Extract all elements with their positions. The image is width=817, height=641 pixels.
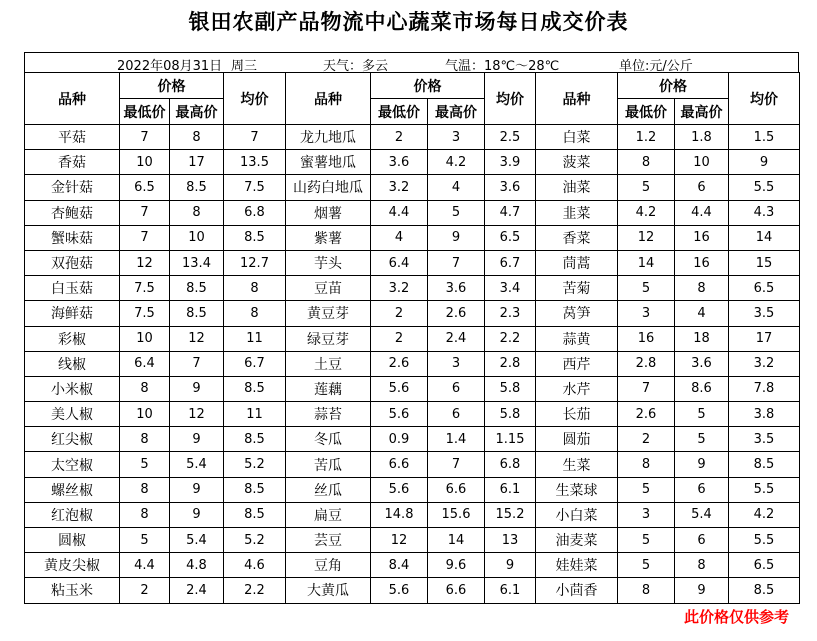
item-name: 圆椒 xyxy=(25,528,120,553)
avg-price: 5.2 xyxy=(224,452,286,477)
min-price: 4.4 xyxy=(120,553,170,578)
weekday-label: 周三 xyxy=(231,59,258,74)
date-label: 2022年08月31日 xyxy=(117,59,223,74)
min-price: 5 xyxy=(618,276,675,301)
item-name: 彩椒 xyxy=(25,326,120,351)
max-price: 3 xyxy=(428,125,485,150)
min-price: 4.2 xyxy=(618,200,675,225)
item-name: 小米椒 xyxy=(25,376,120,401)
min-price: 1.2 xyxy=(618,125,675,150)
min-price: 6.6 xyxy=(371,452,428,477)
min-price: 12 xyxy=(120,250,170,275)
avg-price: 3.4 xyxy=(485,276,536,301)
avg-price: 9 xyxy=(485,553,536,578)
item-name: 大黄瓜 xyxy=(286,578,371,603)
min-price: 2 xyxy=(120,578,170,603)
max-price: 7 xyxy=(170,351,224,376)
max-price: 14 xyxy=(428,528,485,553)
avg-price: 12.7 xyxy=(224,250,286,275)
max-price: 10 xyxy=(170,225,224,250)
max-price: 13.4 xyxy=(170,250,224,275)
min-price: 8 xyxy=(120,427,170,452)
min-price: 4.4 xyxy=(371,200,428,225)
min-price: 7 xyxy=(120,125,170,150)
min-price: 6.4 xyxy=(120,351,170,376)
item-name: 莲藕 xyxy=(286,376,371,401)
header-max-3: 最高价 xyxy=(675,99,729,125)
max-price: 6 xyxy=(428,376,485,401)
max-price: 9.6 xyxy=(428,553,485,578)
min-price: 3.2 xyxy=(371,175,428,200)
avg-price: 5.5 xyxy=(729,477,800,502)
avg-price: 6.1 xyxy=(485,477,536,502)
avg-price: 6.8 xyxy=(485,452,536,477)
avg-price: 3.5 xyxy=(729,301,800,326)
avg-price: 2.2 xyxy=(485,326,536,351)
max-price: 3 xyxy=(428,351,485,376)
avg-price: 3.6 xyxy=(485,175,536,200)
avg-price: 6.8 xyxy=(224,200,286,225)
item-name: 丝瓜 xyxy=(286,477,371,502)
item-name: 苦瓜 xyxy=(286,452,371,477)
table-row xyxy=(25,452,800,477)
item-name: 蜜薯地瓜 xyxy=(286,150,371,175)
item-name: 芸豆 xyxy=(286,528,371,553)
max-price: 4.4 xyxy=(675,200,729,225)
item-name: 莴笋 xyxy=(536,301,618,326)
temperature-label: 气温：18℃～28℃ xyxy=(445,59,560,74)
max-price: 4 xyxy=(675,301,729,326)
avg-price: 14 xyxy=(729,225,800,250)
item-name: 生菜球 xyxy=(536,477,618,502)
max-price: 10 xyxy=(675,150,729,175)
avg-price: 3.5 xyxy=(729,427,800,452)
max-price: 6 xyxy=(675,477,729,502)
max-price: 1.4 xyxy=(428,427,485,452)
max-price: 9 xyxy=(428,225,485,250)
avg-price: 15.2 xyxy=(485,502,536,527)
avg-price: 8.5 xyxy=(224,376,286,401)
avg-price: 8.5 xyxy=(224,477,286,502)
table-row xyxy=(25,477,800,502)
header-name-2: 品种 xyxy=(286,73,371,125)
avg-price: 1.15 xyxy=(485,427,536,452)
min-price: 7 xyxy=(120,225,170,250)
header-avg-1: 均价 xyxy=(224,73,286,125)
avg-price: 7 xyxy=(224,125,286,150)
table-row xyxy=(25,225,800,250)
avg-price: 5.8 xyxy=(485,376,536,401)
item-name: 太空椒 xyxy=(25,452,120,477)
item-name: 蟹味菇 xyxy=(25,225,120,250)
min-price: 8 xyxy=(618,150,675,175)
unit-label: 单位:元/公斤 xyxy=(619,59,693,74)
item-name: 红泡椒 xyxy=(25,502,120,527)
item-name: 杏鲍菇 xyxy=(25,200,120,225)
max-price: 16 xyxy=(675,250,729,275)
table-row xyxy=(25,376,800,401)
min-price: 5 xyxy=(618,528,675,553)
avg-price: 9 xyxy=(729,150,800,175)
avg-price: 11 xyxy=(224,402,286,427)
item-name: 圆茄 xyxy=(536,427,618,452)
item-name: 海鲜菇 xyxy=(25,301,120,326)
item-name: 金针菇 xyxy=(25,175,120,200)
item-name: 生菜 xyxy=(536,452,618,477)
avg-price: 13 xyxy=(485,528,536,553)
min-price: 5.6 xyxy=(371,477,428,502)
avg-price: 6.5 xyxy=(729,276,800,301)
header-price-1: 价格 xyxy=(120,73,224,99)
min-price: 10 xyxy=(120,402,170,427)
max-price: 8.6 xyxy=(675,376,729,401)
min-price: 16 xyxy=(618,326,675,351)
item-name: 白玉菇 xyxy=(25,276,120,301)
header-price-3: 价格 xyxy=(618,73,729,99)
max-price: 4.8 xyxy=(170,553,224,578)
item-name: 龙九地瓜 xyxy=(286,125,371,150)
min-price: 3.2 xyxy=(371,276,428,301)
header-max-2: 最高价 xyxy=(428,99,485,125)
info-bar xyxy=(24,52,799,72)
avg-price: 2.3 xyxy=(485,301,536,326)
item-name: 西芹 xyxy=(536,351,618,376)
avg-price: 4.3 xyxy=(729,200,800,225)
min-price: 6.4 xyxy=(371,250,428,275)
avg-price: 5.8 xyxy=(485,402,536,427)
table-row xyxy=(25,301,800,326)
table-row xyxy=(25,578,800,603)
item-name: 土豆 xyxy=(286,351,371,376)
item-name: 小茴香 xyxy=(536,578,618,603)
avg-price: 17 xyxy=(729,326,800,351)
avg-price: 15 xyxy=(729,250,800,275)
table-row xyxy=(25,427,800,452)
max-price: 8 xyxy=(675,553,729,578)
avg-price: 3.2 xyxy=(729,351,800,376)
header-name-3: 品种 xyxy=(536,73,618,125)
header-min-3: 最低价 xyxy=(618,99,675,125)
max-price: 18 xyxy=(675,326,729,351)
min-price: 5.6 xyxy=(371,578,428,603)
avg-price: 8 xyxy=(224,301,286,326)
table-row xyxy=(25,200,800,225)
max-price: 9 xyxy=(170,427,224,452)
avg-price: 6.7 xyxy=(485,250,536,275)
item-name: 紫薯 xyxy=(286,225,371,250)
table-row xyxy=(25,326,800,351)
avg-price: 8.5 xyxy=(224,225,286,250)
item-name: 长茄 xyxy=(536,402,618,427)
max-price: 5.4 xyxy=(675,502,729,527)
item-name: 粘玉米 xyxy=(25,578,120,603)
min-price: 8 xyxy=(618,578,675,603)
min-price: 3.6 xyxy=(371,150,428,175)
page-title: 银田农副产品物流中心蔬菜市场每日成交价表 xyxy=(188,10,629,34)
item-name: 香菇 xyxy=(25,150,120,175)
min-price: 2 xyxy=(371,301,428,326)
avg-price: 4.7 xyxy=(485,200,536,225)
item-name: 苦菊 xyxy=(536,276,618,301)
avg-price: 2.2 xyxy=(224,578,286,603)
max-price: 8.5 xyxy=(170,175,224,200)
avg-price: 4.6 xyxy=(224,553,286,578)
max-price: 6.6 xyxy=(428,477,485,502)
min-price: 2 xyxy=(371,326,428,351)
max-price: 8 xyxy=(675,276,729,301)
table-row xyxy=(25,528,800,553)
item-name: 蒜黄 xyxy=(536,326,618,351)
item-name: 蒜苔 xyxy=(286,402,371,427)
max-price: 4 xyxy=(428,175,485,200)
item-name: 烟薯 xyxy=(286,200,371,225)
avg-price: 6.7 xyxy=(224,351,286,376)
avg-price: 8.5 xyxy=(224,502,286,527)
avg-price: 5.2 xyxy=(224,528,286,553)
table-row xyxy=(25,502,800,527)
item-name: 冬瓜 xyxy=(286,427,371,452)
min-price: 2 xyxy=(371,125,428,150)
min-price: 5.6 xyxy=(371,376,428,401)
min-price: 7.5 xyxy=(120,276,170,301)
min-price: 5 xyxy=(618,553,675,578)
max-price: 1.8 xyxy=(675,125,729,150)
max-price: 6 xyxy=(675,175,729,200)
max-price: 3.6 xyxy=(675,351,729,376)
max-price: 5 xyxy=(428,200,485,225)
max-price: 8 xyxy=(170,125,224,150)
max-price: 9 xyxy=(675,452,729,477)
min-price: 8 xyxy=(120,477,170,502)
max-price: 4.2 xyxy=(428,150,485,175)
avg-price: 2.8 xyxy=(485,351,536,376)
item-name: 白菜 xyxy=(536,125,618,150)
max-price: 9 xyxy=(675,578,729,603)
item-name: 水芹 xyxy=(536,376,618,401)
item-name: 菠菜 xyxy=(536,150,618,175)
min-price: 8 xyxy=(120,376,170,401)
header-avg-3: 均价 xyxy=(729,73,800,125)
table-row xyxy=(25,250,800,275)
min-price: 8.4 xyxy=(371,553,428,578)
item-name: 美人椒 xyxy=(25,402,120,427)
header-avg-2: 均价 xyxy=(485,73,536,125)
min-price: 8 xyxy=(120,502,170,527)
max-price: 12 xyxy=(170,326,224,351)
price-table-body xyxy=(25,125,800,604)
min-price: 14 xyxy=(618,250,675,275)
avg-price: 2.5 xyxy=(485,125,536,150)
min-price: 6.5 xyxy=(120,175,170,200)
item-name: 山药白地瓜 xyxy=(286,175,371,200)
price-table xyxy=(24,72,800,604)
avg-price: 8.5 xyxy=(729,578,800,603)
min-price: 5.6 xyxy=(371,402,428,427)
item-name: 小白菜 xyxy=(536,502,618,527)
min-price: 5 xyxy=(120,452,170,477)
weather-label: 天气：多云 xyxy=(323,59,389,74)
max-price: 2.4 xyxy=(428,326,485,351)
min-price: 4 xyxy=(371,225,428,250)
table-row xyxy=(25,175,800,200)
max-price: 7 xyxy=(428,250,485,275)
table-row xyxy=(25,553,800,578)
item-name: 油麦菜 xyxy=(536,528,618,553)
min-price: 12 xyxy=(371,528,428,553)
min-price: 7 xyxy=(618,376,675,401)
max-price: 6.6 xyxy=(428,578,485,603)
max-price: 9 xyxy=(170,477,224,502)
max-price: 16 xyxy=(675,225,729,250)
min-price: 12 xyxy=(618,225,675,250)
min-price: 7 xyxy=(120,200,170,225)
avg-price: 13.5 xyxy=(224,150,286,175)
avg-price: 8.5 xyxy=(224,427,286,452)
avg-price: 5.5 xyxy=(729,175,800,200)
max-price: 9 xyxy=(170,376,224,401)
avg-price: 3.8 xyxy=(729,402,800,427)
header-name-1: 品种 xyxy=(25,73,120,125)
min-price: 8 xyxy=(618,452,675,477)
avg-price: 5.5 xyxy=(729,528,800,553)
avg-price: 8 xyxy=(224,276,286,301)
min-price: 0.9 xyxy=(371,427,428,452)
min-price: 10 xyxy=(120,326,170,351)
header-min-2: 最低价 xyxy=(371,99,428,125)
max-price: 8.5 xyxy=(170,301,224,326)
min-price: 3 xyxy=(618,301,675,326)
avg-price: 1.5 xyxy=(729,125,800,150)
header-price-2: 价格 xyxy=(371,73,485,99)
min-price: 7.5 xyxy=(120,301,170,326)
item-name: 茼蒿 xyxy=(536,250,618,275)
avg-price: 6.1 xyxy=(485,578,536,603)
header-max-1: 最高价 xyxy=(170,99,224,125)
item-name: 平菇 xyxy=(25,125,120,150)
max-price: 5.4 xyxy=(170,452,224,477)
min-price: 3 xyxy=(618,502,675,527)
min-price: 2.6 xyxy=(618,402,675,427)
table-row xyxy=(25,125,800,150)
avg-price: 7.8 xyxy=(729,376,800,401)
item-name: 豆苗 xyxy=(286,276,371,301)
header-min-1: 最低价 xyxy=(120,99,170,125)
max-price: 5 xyxy=(675,427,729,452)
min-price: 2.6 xyxy=(371,351,428,376)
max-price: 2.4 xyxy=(170,578,224,603)
avg-price: 8.5 xyxy=(729,452,800,477)
table-row xyxy=(25,402,800,427)
max-price: 12 xyxy=(170,402,224,427)
max-price: 3.6 xyxy=(428,276,485,301)
table-row xyxy=(25,276,800,301)
item-name: 红尖椒 xyxy=(25,427,120,452)
item-name: 黄皮尖椒 xyxy=(25,553,120,578)
avg-price: 3.9 xyxy=(485,150,536,175)
footer-note: 此价格仅供参考 xyxy=(683,608,789,626)
item-name: 油菜 xyxy=(536,175,618,200)
max-price: 2.6 xyxy=(428,301,485,326)
item-name: 螺丝椒 xyxy=(25,477,120,502)
item-name: 韭菜 xyxy=(536,200,618,225)
max-price: 6 xyxy=(428,402,485,427)
min-price: 5 xyxy=(618,477,675,502)
item-name: 豆角 xyxy=(286,553,371,578)
max-price: 8.5 xyxy=(170,276,224,301)
max-price: 6 xyxy=(675,528,729,553)
item-name: 扁豆 xyxy=(286,502,371,527)
min-price: 2 xyxy=(618,427,675,452)
min-price: 5 xyxy=(120,528,170,553)
min-price: 2.8 xyxy=(618,351,675,376)
max-price: 5.4 xyxy=(170,528,224,553)
max-price: 9 xyxy=(170,502,224,527)
avg-price: 6.5 xyxy=(485,225,536,250)
max-price: 15.6 xyxy=(428,502,485,527)
item-name: 娃娃菜 xyxy=(536,553,618,578)
max-price: 17 xyxy=(170,150,224,175)
avg-price: 11 xyxy=(224,326,286,351)
item-name: 线椒 xyxy=(25,351,120,376)
avg-price: 6.5 xyxy=(729,553,800,578)
item-name: 双孢菇 xyxy=(25,250,120,275)
min-price: 14.8 xyxy=(371,502,428,527)
avg-price: 4.2 xyxy=(729,502,800,527)
max-price: 5 xyxy=(675,402,729,427)
max-price: 7 xyxy=(428,452,485,477)
avg-price: 7.5 xyxy=(224,175,286,200)
item-name: 黄豆芽 xyxy=(286,301,371,326)
item-name: 绿豆芽 xyxy=(286,326,371,351)
min-price: 5 xyxy=(618,175,675,200)
table-row xyxy=(25,351,800,376)
item-name: 芋头 xyxy=(286,250,371,275)
item-name: 香菜 xyxy=(536,225,618,250)
table-row xyxy=(25,150,800,175)
min-price: 10 xyxy=(120,150,170,175)
max-price: 8 xyxy=(170,200,224,225)
